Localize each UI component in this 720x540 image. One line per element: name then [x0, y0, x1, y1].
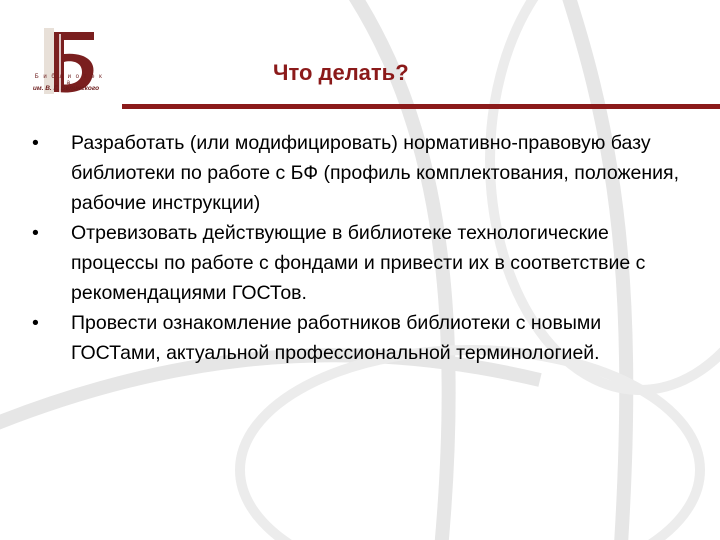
bullet-marker: • — [32, 222, 39, 244]
bullet-text-1: Разработать (или модифицировать) нормативно-правовую базу библиотеки по работе с БФ (профиль комплектования, положения, рабочие инструкции) — [71, 132, 679, 214]
bullet-text-2: Отревизовать действующие в библиотеке технологические процессы по работе с фондами и привести их в соответствие с рекомендациями ГОСТов. — [71, 222, 646, 304]
title-divider — [122, 104, 720, 109]
bullet-text-3: Провести ознакомление работников библиотеки с новыми ГОСТами, актуальной профессиональной терминологией. — [71, 312, 602, 364]
bullet-list — [30, 128, 680, 368]
bullet-item-2 — [30, 218, 680, 308]
bullet-marker: • — [32, 312, 39, 334]
slide-title: Что делать? — [273, 60, 409, 85]
bullet-item-3 — [30, 308, 680, 368]
library-logo-line2: им. В. Г. Белинского — [32, 85, 100, 92]
bullet-item-1 — [30, 128, 680, 218]
bullet-marker: • — [32, 132, 39, 154]
library-logo-line1: Б и б л и о т е к а — [34, 74, 104, 86]
